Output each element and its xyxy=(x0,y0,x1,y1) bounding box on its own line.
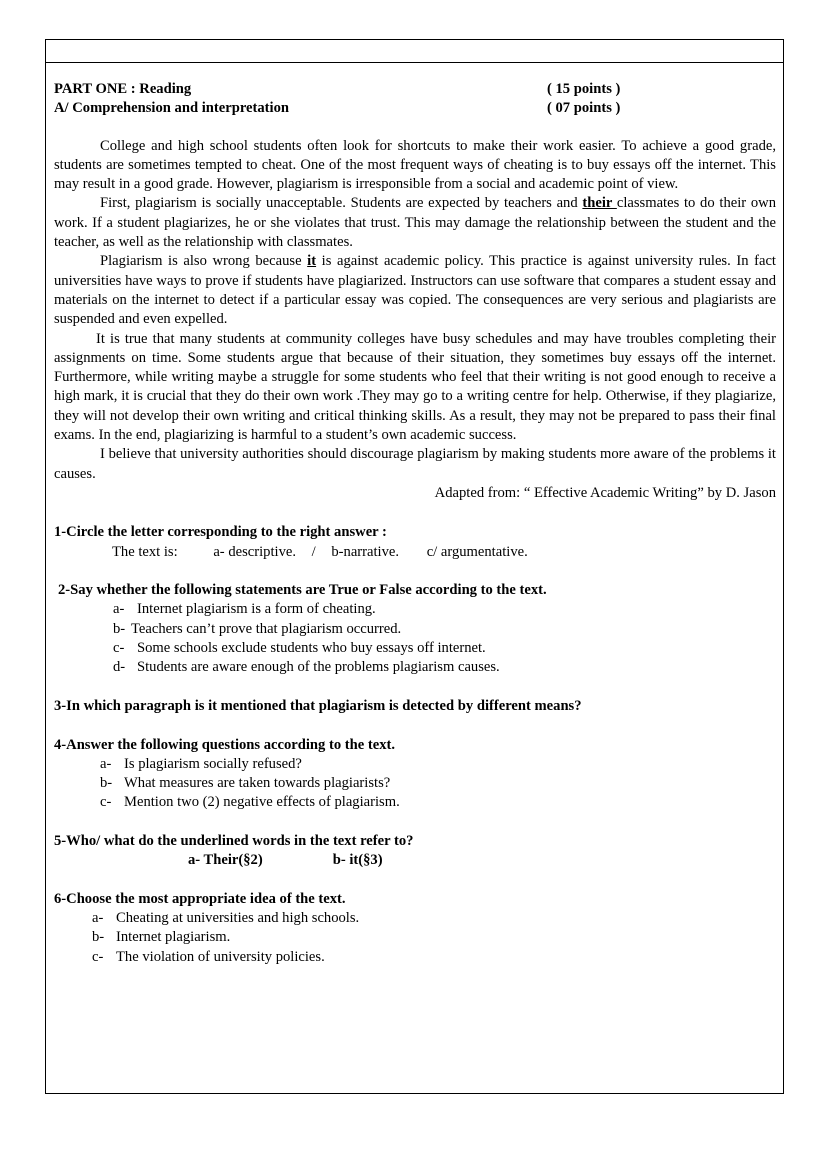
underlined-it: it xyxy=(307,253,317,270)
question-5-prompt: 5-Who/ what do the underlined words in the text refer to? xyxy=(54,832,414,849)
option-b[interactable]: b-narrative. xyxy=(331,543,400,560)
paragraph-3 xyxy=(54,252,776,329)
question-5-items xyxy=(54,851,776,870)
question-4-prompt: 4-Answer the following questions according to the text. xyxy=(54,736,396,753)
question-2-item: d- Students are aware enough of the problems plagiarism causes. xyxy=(113,659,500,676)
paragraph-2 xyxy=(54,194,776,252)
question-2-prompt: 2-Say whether the following statements are True or False according to the text. xyxy=(58,582,547,599)
question-6-item: c- The violation of university policies. xyxy=(92,948,325,965)
paragraph-5: I believe that university authorities should discourage plagiarism by making students more aware of the problems it causes. xyxy=(54,446,776,482)
spacer xyxy=(54,119,776,137)
question-6-item: a- Cheating at universities and high schools. xyxy=(92,910,360,927)
option-separator: / xyxy=(311,543,316,560)
option-a[interactable]: a- descriptive. xyxy=(213,543,296,560)
worksheet-frame xyxy=(45,39,784,1094)
pronoun-it: b- it(§3) xyxy=(332,852,383,869)
question-6-item: b- Internet plagiarism. xyxy=(92,929,231,946)
paragraph-1: College and high school students often look for shortcuts to make their work easier. To achieve a good grade, students are sometimes tempted to cheat. One of the most frequent ways of cheating is to buy essays off the internet. This may result in a good grade. However, plagiarism is irresponsible from a social and academic point of view. xyxy=(54,137,776,193)
part-points: ( 15 points ) xyxy=(547,81,621,97)
question-2-item: b- Teachers can’t prove that plagiarism occurred. xyxy=(113,620,402,637)
part-title: PART ONE : Reading xyxy=(54,81,192,97)
question-1-prompt: 1-Circle the letter corresponding to the right answer : xyxy=(54,524,387,541)
question-1-stem: The text is: xyxy=(112,543,178,560)
option-c[interactable]: c/ argumentative. xyxy=(426,543,528,560)
header-divider xyxy=(46,62,783,63)
section-header xyxy=(54,99,776,118)
paragraph-4: It is true that many students at community colleges have busy schedules and may have troubles completing their assignments on time. Some students argue that because of their situation, they sometimes buy essays off the internet. Furthermore, while writing maybe a struggle for some students who feel that their writing is not good enough to receive a high mark, it is crucial that they do their own work .They may go to a writing centre for help. Otherwise, if they plagiarize, they will not develop their own writing and critical thinking skills. As a result, they may not be prepared to pass their final exams. In the end, plagiarizing is harmful to a student’s own academic success. xyxy=(54,330,776,444)
question-1-options xyxy=(54,543,776,562)
underlined-their: their xyxy=(582,195,617,212)
question-6-prompt: 6-Choose the most appropriate idea of the text. xyxy=(54,890,346,907)
question-2-item: a- Internet plagiarism is a form of cheating. xyxy=(113,601,376,618)
part-header xyxy=(54,80,776,99)
pronoun-their: a- Their(§2) xyxy=(188,852,263,869)
text-source: Adapted from: “ Effective Academic Writing” by D. Jason xyxy=(434,484,776,501)
question-2-item: c- Some schools exclude students who buy essays off internet. xyxy=(113,640,486,657)
section-points: ( 07 points ) xyxy=(547,100,621,117)
question-3-prompt: 3-In which paragraph is it mentioned that plagiarism is detected by different means? xyxy=(54,697,582,714)
question-4-item: b- What measures are taken towards plagiarists? xyxy=(100,775,391,792)
paragraph-3-start: Plagiarism is also wrong because xyxy=(100,253,308,270)
question-4-item: a- Is plagiarism socially refused? xyxy=(100,755,302,772)
paragraph-3-end: is against academic policy. This practice is against university rules. In fact universities have ways to prove if students have plagiarized. Instructors can use software that compares a student essay and materials on the internet to detect if a particular essay was copied. The consequences are very serious and plagiarists are suspended and even expelled. xyxy=(54,253,776,328)
question-4-item: c- Mention two (2) negative effects of plagiarism. xyxy=(100,794,400,811)
paragraph-2-start: First, plagiarism is socially unacceptable. Students are expected by teachers and xyxy=(100,195,583,212)
worksheet-content xyxy=(54,80,776,967)
paragraph-2-end: classmates to do their own work. If a student plagiarizes, he or she violates that trust. This may damage the relationship between the student and the teacher, as well as the relationship with classmates. xyxy=(54,195,776,251)
section-title: A/ Comprehension and interpretation xyxy=(54,100,290,117)
